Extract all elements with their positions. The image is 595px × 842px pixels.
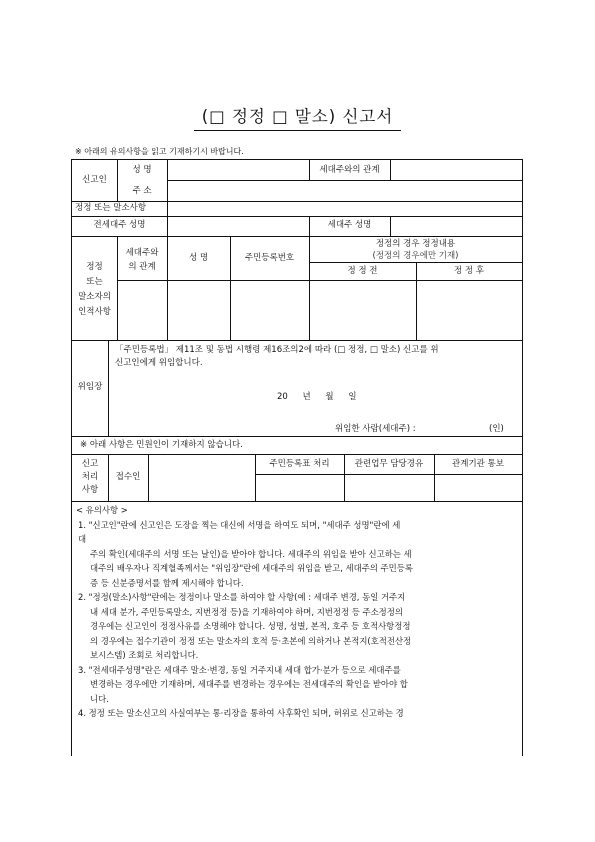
delegation-seal: (인) [489, 424, 504, 434]
delegation-signer: 위임한 사람(세대주) : [335, 424, 416, 434]
note-line: 니다. [90, 693, 109, 704]
persons-name-label: 성 명 [188, 253, 209, 263]
persons-relation-label: 세대주와 의 관계 [125, 248, 159, 272]
delegation-text-2: 신고인에게 위임합니다. [115, 358, 203, 368]
receiver-label: 접수인 [115, 472, 141, 482]
note-line: 대주의 배우자나 직계혈족께서는 "위임장"란에 세대주의 위임을 받고, 세대주의 주민등록 [90, 563, 413, 573]
delegation-text-1: 「주민등록법」 제11조 및 동법 시행령 제16조의2에 따라 (□ 정정, □ 말소) 신고를 위 [115, 345, 439, 355]
delegation-date: 20 년 월 일 [277, 392, 357, 402]
note-line: 증 등 신분증명서를 함께 제시해야 합니다. [90, 577, 244, 588]
delegation-label: 위임장 [77, 382, 103, 392]
notice-read-instructions: ※ 아래의 유의사항을 읽고 기재하기시 바랍니다. [75, 147, 244, 156]
before-label: 정 정 전 [347, 266, 378, 276]
note-line: 변경하는 경우에만 기재하며, 세대주를 변경하는 경우에는 전세대주의 확인을 받아야 합 [90, 679, 408, 689]
form-title: (□ 정정 □ 말소) 신고서 [0, 103, 595, 131]
note-line: 주의 확인(세대주의 서명 또는 날인)을 받아야 합니다. 세대주의 위임을 받아 신고하는 세 [90, 548, 412, 559]
note-line: 4. 정정 또는 말소신고의 사실여부는 통·리장을 통하여 사후확인 되며, 허위로 신고하는 경 [78, 708, 404, 718]
notes-section [76, 503, 516, 721]
persons-rrn-label: 주민등록번호 [244, 253, 295, 263]
persons-content-label: 정정의 경우 정정내용 [375, 239, 456, 249]
office-side-label: 신고 처리 사항 [81, 459, 99, 495]
applicant-address-label: 주 소 [132, 186, 152, 196]
office-col-related: 관련업무 담당경유 [354, 459, 424, 469]
note-line: 내 세대 분가, 주민등록말소, 지번정정 등)을 기재하여야 하며, 지번정정 등 주소정정의 [90, 606, 403, 617]
notice-office-use: ※ 아래 사항은 민원인이 기재하지 않습니다. [80, 440, 243, 450]
notes-heading: < 유의사항 > [76, 505, 128, 515]
note-line: 보시스템) 조회로 처리합니다. [90, 650, 199, 660]
note-line: 1. "신고인"란에 신고인은 도장을 찍는 대신에 서명을 하여도 되며, "세대주 성명"란에 세 [78, 519, 401, 530]
office-col-register: 주민등록표 처리 [269, 459, 330, 469]
former-head-label: 전세대주 성명 [93, 220, 146, 230]
note-line: 대 [78, 534, 87, 544]
note-line: 의 경우에는 접수기관이 정정 또는 말소자의 호적 등·초본에 의하거나 본적지(호적전산정 [90, 635, 412, 646]
applicant-label: 신고인 [82, 175, 107, 185]
office-col-notify: 관계기관 통보 [452, 459, 504, 469]
persons-side-label: 정정 또는 말소자의 인적사항 [78, 262, 111, 317]
applicant-name-label: 성 명 [132, 165, 152, 175]
matter-label: 정정 또는 말소사항 [75, 203, 147, 213]
note-line: 2. "정정(말소)사항"란에는 정정이나 말소를 하여야 할 사항(예 : 세대주 변경, 동일 거주지 [78, 592, 406, 602]
current-head-label: 세대주 성명 [327, 220, 372, 230]
applicant-relation-label: 세대주와의 관계 [319, 165, 380, 175]
note-line: 경우에는 신고인이 정정사유를 소명해야 합니다. 성명, 성별, 본적, 호주 등 호적사항정정 [90, 621, 411, 631]
note-line: 3. "전세대주성명"란은 세대주 말소·변경, 동일 거주지내 세대 합가·분가 등으로 세대주를 [78, 664, 401, 675]
after-label: 정 정 후 [453, 266, 485, 276]
persons-content-note: (정정의 경우에만 기재) [372, 251, 459, 261]
